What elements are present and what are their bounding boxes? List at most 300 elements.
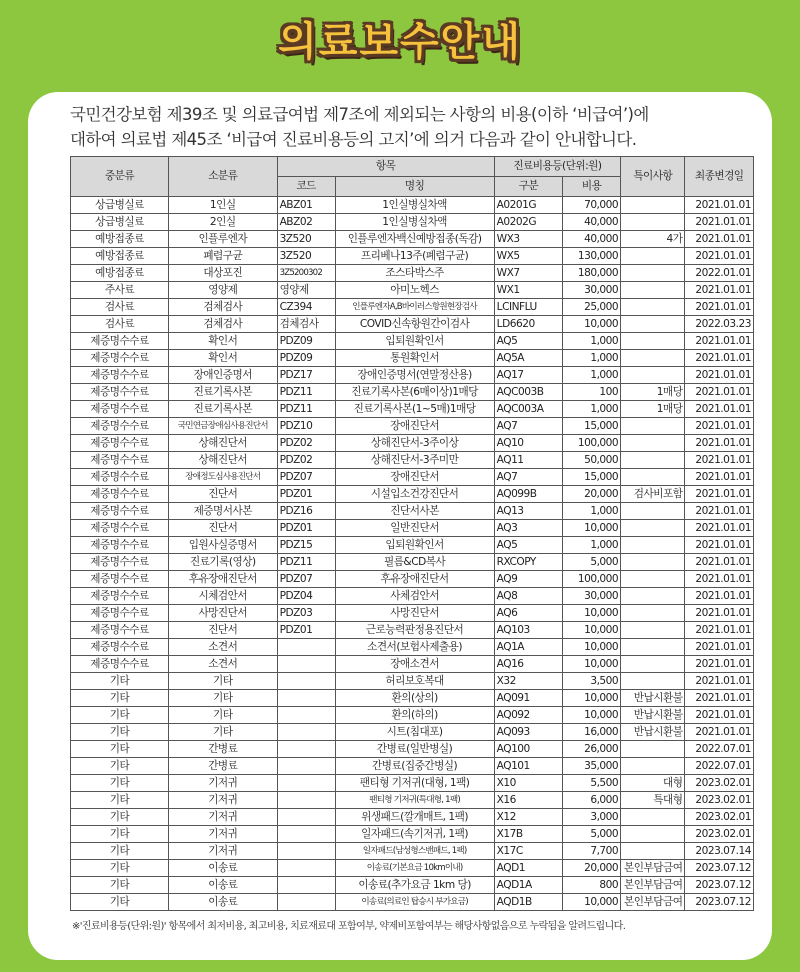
cell-minor: 진단서	[169, 486, 278, 503]
cell-special	[621, 537, 685, 554]
cell-code	[277, 707, 335, 724]
cell-minor: 상해진단서	[169, 435, 278, 452]
table-row	[71, 656, 754, 673]
cell-cost: 25,000	[563, 299, 621, 316]
cell-code: ABZ02	[277, 214, 335, 231]
table-row	[71, 673, 754, 690]
table-row	[71, 860, 754, 877]
cell-kind: AQ6	[494, 605, 563, 622]
cell-changed: 2022.03.23	[685, 316, 754, 333]
table-row	[71, 231, 754, 248]
cell-special: 특대형	[621, 792, 685, 809]
cell-major: 제증명수수료	[71, 537, 169, 554]
cell-name: 입퇴원확인서	[335, 333, 494, 350]
cell-cost: 7,700	[563, 843, 621, 860]
cell-changed: 2021.01.01	[685, 622, 754, 639]
cell-cost: 3,500	[563, 673, 621, 690]
cell-name: 진료기록사본(1~5매)1매당	[335, 401, 494, 418]
cell-code: CZ394	[277, 299, 335, 316]
cell-special	[621, 758, 685, 775]
cell-minor: 기저귀	[169, 792, 278, 809]
cell-kind: AQ9	[494, 571, 563, 588]
notice-card	[28, 92, 772, 960]
cell-name: 1인실병실차액	[335, 214, 494, 231]
cell-code	[277, 843, 335, 860]
cell-name: 시트(침대포)	[335, 724, 494, 741]
table-row	[71, 282, 754, 299]
cell-special	[621, 469, 685, 486]
cell-cost: 10,000	[563, 622, 621, 639]
table-row	[71, 639, 754, 656]
table-row	[71, 554, 754, 571]
cell-changed: 2021.01.01	[685, 384, 754, 401]
cell-cost: 20,000	[563, 486, 621, 503]
cell-name: 조스타박스주	[335, 265, 494, 282]
cell-changed: 2021.01.01	[685, 435, 754, 452]
cell-kind: A0202G	[494, 214, 563, 231]
cell-cost: 10,000	[563, 894, 621, 911]
cell-special	[621, 503, 685, 520]
table-row	[71, 197, 754, 214]
cell-minor: 기타	[169, 724, 278, 741]
cell-minor: 인플루엔자	[169, 231, 278, 248]
intro-line-1: 국민건강보험 제39조 및 의료급여법 제7조에 제외되는 사항의 비용(이하 ‘비급여’)에	[70, 105, 649, 124]
cell-major: 제증명수수료	[71, 469, 169, 486]
cell-changed: 2021.01.01	[685, 707, 754, 724]
cell-name: 상해진단서-3주미만	[335, 452, 494, 469]
cell-name: 환의(상의)	[335, 690, 494, 707]
cell-name: 팬티형 기저귀(대형, 1팩)	[335, 775, 494, 792]
header-code: 코드	[277, 177, 335, 197]
cell-kind: X12	[494, 809, 563, 826]
cell-code	[277, 673, 335, 690]
cell-minor: 제증명서사본	[169, 503, 278, 520]
cell-cost: 50,000	[563, 452, 621, 469]
table-row	[71, 435, 754, 452]
cell-kind: AQC003A	[494, 401, 563, 418]
cell-cost: 10,000	[563, 605, 621, 622]
cell-name: 입퇴원확인서	[335, 537, 494, 554]
cell-minor: 검체검사	[169, 316, 278, 333]
cell-minor: 기타	[169, 673, 278, 690]
cell-cost: 100	[563, 384, 621, 401]
cell-minor: 기저귀	[169, 775, 278, 792]
cell-kind: X16	[494, 792, 563, 809]
cell-code	[277, 860, 335, 877]
cell-code	[277, 741, 335, 758]
cell-kind: X17B	[494, 826, 563, 843]
header-kind: 구분	[494, 177, 563, 197]
cell-changed: 2021.01.01	[685, 486, 754, 503]
cell-special	[621, 622, 685, 639]
cell-kind: AQ13	[494, 503, 563, 520]
cell-name: 소견서(보험사제출용)	[335, 639, 494, 656]
table-row	[71, 520, 754, 537]
cell-cost: 3,000	[563, 809, 621, 826]
cell-cost: 15,000	[563, 469, 621, 486]
cell-name: 진단서사본	[335, 503, 494, 520]
cell-name: 간병료(집중간병실)	[335, 758, 494, 775]
cell-kind: WX5	[494, 248, 563, 265]
cell-kind: AQ5A	[494, 350, 563, 367]
cell-cost: 1,000	[563, 333, 621, 350]
table-row	[71, 826, 754, 843]
cell-minor: 확인서	[169, 333, 278, 350]
table-row	[71, 741, 754, 758]
cell-code	[277, 656, 335, 673]
cell-changed: 2021.01.01	[685, 588, 754, 605]
cell-cost: 1,000	[563, 367, 621, 384]
table-row	[71, 350, 754, 367]
cell-code	[277, 758, 335, 775]
cell-changed: 2023.02.01	[685, 792, 754, 809]
cell-minor: 기저귀	[169, 809, 278, 826]
cell-special	[621, 197, 685, 214]
cell-cost: 35,000	[563, 758, 621, 775]
cell-major: 기타	[71, 843, 169, 860]
cell-code	[277, 775, 335, 792]
cell-cost: 180,000	[563, 265, 621, 282]
cell-changed: 2021.01.01	[685, 248, 754, 265]
cell-code: PDZ02	[277, 452, 335, 469]
cell-kind: AQ093	[494, 724, 563, 741]
cell-special: 1매당	[621, 384, 685, 401]
cell-minor: 입원사실증명서	[169, 537, 278, 554]
cell-cost: 5,000	[563, 826, 621, 843]
cell-minor: 이송료	[169, 894, 278, 911]
header-name: 명칭	[335, 177, 494, 197]
cell-name: 상해진단서-3주이상	[335, 435, 494, 452]
cell-cost: 20,000	[563, 860, 621, 877]
cell-kind: RXCOPY	[494, 554, 563, 571]
cell-minor: 이송료	[169, 860, 278, 877]
fee-table-body	[71, 197, 754, 911]
cell-name: 아미노헥스	[335, 282, 494, 299]
cell-cost: 10,000	[563, 707, 621, 724]
cell-kind: AQ5	[494, 537, 563, 554]
table-row	[71, 724, 754, 741]
cell-name: 후유장애진단서	[335, 571, 494, 588]
cell-changed: 2021.01.01	[685, 520, 754, 537]
table-row	[71, 384, 754, 401]
intro-text	[70, 102, 760, 152]
cell-major: 제증명수수료	[71, 554, 169, 571]
cell-code	[277, 639, 335, 656]
cell-name: 허리보호복대	[335, 673, 494, 690]
cell-major: 제증명수수료	[71, 622, 169, 639]
cell-code: PDZ11	[277, 554, 335, 571]
cell-name: 사망진단서	[335, 605, 494, 622]
cell-special	[621, 741, 685, 758]
cell-cost: 1,000	[563, 350, 621, 367]
cell-kind: AQ16	[494, 656, 563, 673]
fee-table	[70, 156, 754, 911]
table-row	[71, 690, 754, 707]
cell-cost: 70,000	[563, 197, 621, 214]
cell-major: 기타	[71, 707, 169, 724]
cell-changed: 2023.07.12	[685, 860, 754, 877]
cell-code: 영양제	[277, 282, 335, 299]
cell-code	[277, 894, 335, 911]
cell-changed: 2021.01.01	[685, 418, 754, 435]
cell-changed: 2022.07.01	[685, 741, 754, 758]
cell-name: 일반진단서	[335, 520, 494, 537]
cell-minor: 검체검사	[169, 299, 278, 316]
cell-special: 본인부담금여	[621, 860, 685, 877]
cell-kind: AQC003B	[494, 384, 563, 401]
cell-name: 필름&CD복사	[335, 554, 494, 571]
table-row	[71, 503, 754, 520]
cell-major: 제증명수수료	[71, 605, 169, 622]
cell-major: 제증명수수료	[71, 571, 169, 588]
cell-changed: 2021.01.01	[685, 299, 754, 316]
cell-cost: 30,000	[563, 588, 621, 605]
cell-kind: AQ092	[494, 707, 563, 724]
table-row	[71, 605, 754, 622]
cell-minor: 시체검안서	[169, 588, 278, 605]
cell-name: 인플루엔자A,B바이러스항원현장검사	[335, 299, 494, 316]
cell-major: 기타	[71, 673, 169, 690]
cell-changed: 2021.01.01	[685, 367, 754, 384]
cell-cost: 100,000	[563, 435, 621, 452]
cell-major: 기타	[71, 690, 169, 707]
cell-name: 위생패드(깔개매트, 1팩)	[335, 809, 494, 826]
table-row	[71, 622, 754, 639]
cell-major: 기타	[71, 860, 169, 877]
cell-special	[621, 265, 685, 282]
cell-code: PDZ11	[277, 384, 335, 401]
cell-cost: 1,000	[563, 537, 621, 554]
cell-changed: 2021.01.01	[685, 571, 754, 588]
cell-kind: WX3	[494, 231, 563, 248]
cell-minor: 기저귀	[169, 826, 278, 843]
cell-name: 간병료(일반병실)	[335, 741, 494, 758]
cell-code: PDZ01	[277, 622, 335, 639]
cell-code	[277, 724, 335, 741]
table-row	[71, 248, 754, 265]
cell-cost: 16,000	[563, 724, 621, 741]
intro-line-2: 대하여 의료법 제45조 ‘비급여 진료비용등의 고지’에 의거 다음과 같이 안내합니다.	[70, 130, 637, 149]
cell-kind: AQ17	[494, 367, 563, 384]
header-special: 특이사항	[621, 157, 685, 197]
cell-kind: AQ10	[494, 435, 563, 452]
cell-special	[621, 843, 685, 860]
table-row	[71, 537, 754, 554]
table-row	[71, 707, 754, 724]
cell-changed: 2021.01.01	[685, 401, 754, 418]
cell-minor: 소견서	[169, 656, 278, 673]
cell-cost: 10,000	[563, 656, 621, 673]
cell-major: 제증명수수료	[71, 656, 169, 673]
cell-special	[621, 282, 685, 299]
cell-major: 주사료	[71, 282, 169, 299]
footnote: ※'진료비용등(단위:원)' 항목에서 최저비용, 최고비용, 치료재료대 포함여부, 약제비포함여부는 해당사항없음으로 누락됨을 알려드립니다.	[72, 921, 626, 932]
cell-changed: 2023.07.12	[685, 894, 754, 911]
cell-kind: AQ5	[494, 333, 563, 350]
cell-cost: 800	[563, 877, 621, 894]
cell-code: PDZ15	[277, 537, 335, 554]
cell-name: 이송료(기본요금 10km이내)	[335, 860, 494, 877]
cell-minor: 확인서	[169, 350, 278, 367]
cell-special	[621, 333, 685, 350]
table-row	[71, 792, 754, 809]
cell-code: PDZ07	[277, 571, 335, 588]
cell-code: PDZ01	[277, 520, 335, 537]
cell-special	[621, 367, 685, 384]
cell-name: 일자패드(남성형스밴패드, 1팩)	[335, 843, 494, 860]
cell-name: 장애인증명서(연말정산용)	[335, 367, 494, 384]
cell-minor: 국민연금장애심사용진단서	[169, 418, 278, 435]
cell-code: PDZ09	[277, 350, 335, 367]
cell-major: 제증명수수료	[71, 418, 169, 435]
cell-code	[277, 809, 335, 826]
cell-cost: 26,000	[563, 741, 621, 758]
cell-minor: 이송료	[169, 877, 278, 894]
cell-special	[621, 214, 685, 231]
cell-kind: AQ101	[494, 758, 563, 775]
cell-minor: 대상포진	[169, 265, 278, 282]
cell-cost: 1,000	[563, 401, 621, 418]
cell-major: 제증명수수료	[71, 520, 169, 537]
cell-cost: 130,000	[563, 248, 621, 265]
cell-major: 기타	[71, 877, 169, 894]
cell-special: 본인부담금여	[621, 877, 685, 894]
cell-kind: X10	[494, 775, 563, 792]
cell-minor: 진료기록사본	[169, 384, 278, 401]
cell-changed: 2022.07.01	[685, 758, 754, 775]
cell-cost: 10,000	[563, 639, 621, 656]
table-row	[71, 588, 754, 605]
cell-cost: 100,000	[563, 571, 621, 588]
table-row	[71, 214, 754, 231]
cell-minor: 상해진단서	[169, 452, 278, 469]
cell-kind: AQ7	[494, 418, 563, 435]
cell-code: 검체검사	[277, 316, 335, 333]
cell-major: 기타	[71, 775, 169, 792]
cell-code: PDZ04	[277, 588, 335, 605]
cell-special	[621, 605, 685, 622]
cell-major: 상급병실료	[71, 214, 169, 231]
cell-changed: 2023.07.12	[685, 877, 754, 894]
cell-special: 대형	[621, 775, 685, 792]
cell-kind: AQ103	[494, 622, 563, 639]
cell-changed: 2023.02.01	[685, 809, 754, 826]
cell-major: 예방접종료	[71, 231, 169, 248]
cell-major: 제증명수수료	[71, 384, 169, 401]
cell-kind: X32	[494, 673, 563, 690]
cell-kind: AQD1A	[494, 877, 563, 894]
cell-code: PDZ07	[277, 469, 335, 486]
cell-cost: 40,000	[563, 231, 621, 248]
cell-special: 반납시환불	[621, 724, 685, 741]
page-title: 의료보수안내	[278, 19, 522, 65]
table-row	[71, 758, 754, 775]
header-item: 항목	[277, 157, 494, 177]
cell-code	[277, 877, 335, 894]
cell-code: PDZ10	[277, 418, 335, 435]
cell-kind: AQ099B	[494, 486, 563, 503]
cell-special	[621, 350, 685, 367]
cell-minor: 진료기록사본	[169, 401, 278, 418]
cell-changed: 2021.01.01	[685, 605, 754, 622]
table-row	[71, 571, 754, 588]
cell-major: 제증명수수료	[71, 333, 169, 350]
table-row	[71, 469, 754, 486]
cell-special	[621, 554, 685, 571]
cell-name: 장애진단서	[335, 418, 494, 435]
cell-code	[277, 690, 335, 707]
cell-special	[621, 435, 685, 452]
table-row	[71, 843, 754, 860]
cell-cost: 1,000	[563, 503, 621, 520]
cell-major: 상급병실료	[71, 197, 169, 214]
cell-kind: AQD1	[494, 860, 563, 877]
cell-major: 제증명수수료	[71, 367, 169, 384]
cell-minor: 진단서	[169, 622, 278, 639]
cell-changed: 2021.01.01	[685, 469, 754, 486]
cell-kind: AQ091	[494, 690, 563, 707]
cell-cost: 15,000	[563, 418, 621, 435]
cell-name: 장애진단서	[335, 469, 494, 486]
cell-kind: AQ3	[494, 520, 563, 537]
cell-minor: 진료기록(영상)	[169, 554, 278, 571]
cell-cost: 6,000	[563, 792, 621, 809]
cell-minor: 기타	[169, 690, 278, 707]
cell-special: 반납시환불	[621, 707, 685, 724]
cell-name: 프리베나13주(폐렴구균)	[335, 248, 494, 265]
cell-kind: LCINFLU	[494, 299, 563, 316]
cell-major: 검사료	[71, 299, 169, 316]
cell-minor: 기타	[169, 707, 278, 724]
cell-major: 제증명수수료	[71, 435, 169, 452]
cell-minor: 소견서	[169, 639, 278, 656]
cell-kind: AQ1A	[494, 639, 563, 656]
cell-changed: 2023.02.01	[685, 775, 754, 792]
cell-minor: 사망진단서	[169, 605, 278, 622]
cell-major: 기타	[71, 826, 169, 843]
header-cost: 비용	[563, 177, 621, 197]
cell-major: 기타	[71, 792, 169, 809]
cell-changed: 2021.01.01	[685, 333, 754, 350]
cell-major: 제증명수수료	[71, 588, 169, 605]
cell-changed: 2021.01.01	[685, 214, 754, 231]
table-row	[71, 809, 754, 826]
fee-table-header	[71, 157, 754, 197]
cell-major: 예방접종료	[71, 265, 169, 282]
cell-minor: 장애정도심사용진단서	[169, 469, 278, 486]
cell-code	[277, 826, 335, 843]
cell-major: 제증명수수료	[71, 639, 169, 656]
cell-major: 기타	[71, 758, 169, 775]
cell-special: 4가	[621, 231, 685, 248]
cell-special	[621, 809, 685, 826]
table-row	[71, 418, 754, 435]
cell-special	[621, 316, 685, 333]
cell-name: 이송료(추가요금 1km 당)	[335, 877, 494, 894]
cell-special: 검사비포함	[621, 486, 685, 503]
cell-major: 제증명수수료	[71, 486, 169, 503]
cell-minor: 간병료	[169, 758, 278, 775]
cell-minor: 후유장애진단서	[169, 571, 278, 588]
cell-special	[621, 826, 685, 843]
cell-major: 기타	[71, 741, 169, 758]
cell-code: 3Z5200302	[277, 265, 335, 282]
cell-special	[621, 588, 685, 605]
cell-kind: LD6620	[494, 316, 563, 333]
cell-changed: 2021.01.01	[685, 554, 754, 571]
cell-name: 일자패드(속기저귀, 1팩)	[335, 826, 494, 843]
table-row	[71, 486, 754, 503]
